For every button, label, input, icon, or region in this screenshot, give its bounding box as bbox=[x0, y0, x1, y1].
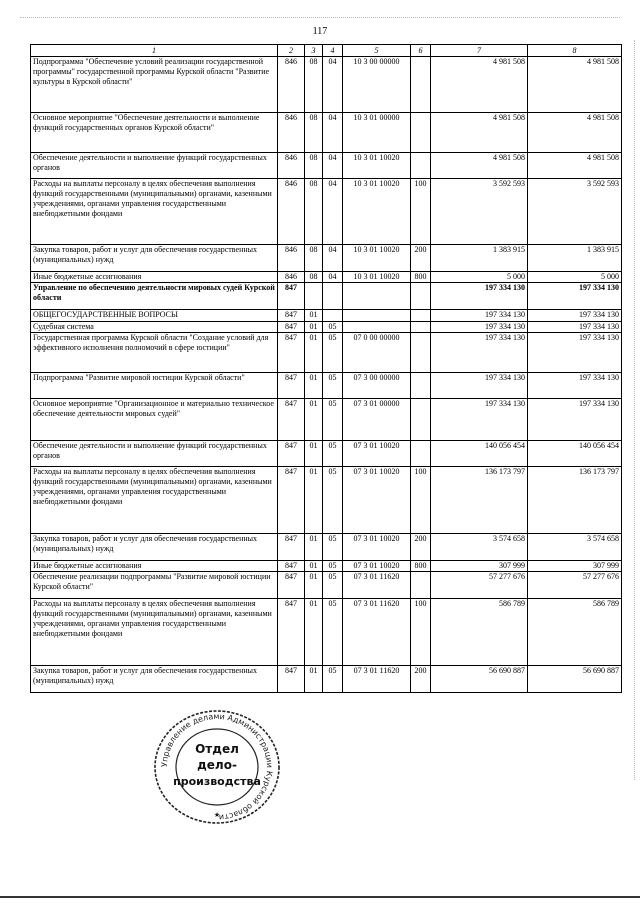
cell-target-article: 07 3 01 10020 bbox=[343, 441, 411, 467]
cell-name: ОБЩЕГОСУДАРСТВЕННЫЕ ВОПРОСЫ bbox=[31, 310, 278, 322]
col-header-year2: 8 bbox=[528, 45, 622, 57]
cell-amount-year1: 197 334 130 bbox=[431, 283, 528, 310]
cell-target-article: 07 0 00 00000 bbox=[343, 333, 411, 373]
cell-name: Закупка товаров, работ и услуг для обеспечения государственных (муниципальных) нужд bbox=[31, 534, 278, 561]
cell-section: 01 bbox=[305, 572, 323, 599]
table-row bbox=[31, 561, 622, 572]
cell-org: 847 bbox=[278, 310, 305, 322]
scan-bottom-edge bbox=[0, 896, 640, 898]
cell-section: 01 bbox=[305, 310, 323, 322]
cell-org: 847 bbox=[278, 322, 305, 333]
cell-target-article: 10 3 01 10020 bbox=[343, 272, 411, 283]
cell-amount-year2: 136 173 797 bbox=[528, 467, 622, 534]
cell-expense-type: 100 bbox=[411, 179, 431, 245]
cell-amount-year2: 197 334 130 bbox=[528, 310, 622, 322]
stamp-line-2: дело- bbox=[197, 758, 237, 772]
cell-amount-year1: 3 574 658 bbox=[431, 534, 528, 561]
cell-org: 847 bbox=[278, 333, 305, 373]
cell-expense-type: 800 bbox=[411, 561, 431, 572]
cell-expense-type: 100 bbox=[411, 467, 431, 534]
cell-org: 847 bbox=[278, 572, 305, 599]
col-header-year1: 7 bbox=[431, 45, 528, 57]
cell-section: 08 bbox=[305, 113, 323, 153]
cell-target-article: 10 3 01 10020 bbox=[343, 179, 411, 245]
cell-target-article: 10 3 00 00000 bbox=[343, 57, 411, 113]
cell-amount-year1: 197 334 130 bbox=[431, 373, 528, 399]
cell-target-article: 07 3 01 10020 bbox=[343, 467, 411, 534]
cell-org: 847 bbox=[278, 467, 305, 534]
table-row bbox=[31, 333, 622, 373]
table-row bbox=[31, 179, 622, 245]
cell-subsection: 05 bbox=[323, 399, 343, 441]
cell-expense-type: 100 bbox=[411, 599, 431, 666]
cell-amount-year1: 4 981 508 bbox=[431, 113, 528, 153]
cell-org: 847 bbox=[278, 666, 305, 693]
table-row bbox=[31, 399, 622, 441]
cell-target-article: 07 3 01 10020 bbox=[343, 561, 411, 572]
cell-org: 847 bbox=[278, 561, 305, 572]
cell-subsection: 04 bbox=[323, 57, 343, 113]
cell-amount-year2: 307 999 bbox=[528, 561, 622, 572]
cell-target-article bbox=[343, 283, 411, 310]
cell-org: 847 bbox=[278, 441, 305, 467]
cell-amount-year1: 56 690 887 bbox=[431, 666, 528, 693]
cell-expense-type bbox=[411, 441, 431, 467]
cell-name: Закупка товаров, работ и услуг для обеспечения государственных (муниципальных) нужд bbox=[31, 666, 278, 693]
cell-name: Обеспечение реализации подпрограммы "Развитие мировой юстиции Курской области" bbox=[31, 572, 278, 599]
cell-org: 847 bbox=[278, 534, 305, 561]
cell-subsection: 05 bbox=[323, 322, 343, 333]
cell-expense-type bbox=[411, 322, 431, 333]
cell-amount-year1: 197 334 130 bbox=[431, 399, 528, 441]
cell-subsection: 05 bbox=[323, 666, 343, 693]
cell-name: Расходы на выплаты персоналу в целях обеспечения выполнения функций государственными (муниципальными) органами, казенными учреждениями, органами управления государственными внебюджетными фондами bbox=[31, 179, 278, 245]
cell-amount-year2: 3 574 658 bbox=[528, 534, 622, 561]
cell-target-article: 07 3 01 11620 bbox=[343, 599, 411, 666]
cell-expense-type bbox=[411, 373, 431, 399]
stamp-star-icon: ★ bbox=[213, 811, 221, 819]
cell-org: 847 bbox=[278, 283, 305, 310]
cell-expense-type: 200 bbox=[411, 666, 431, 693]
col-header-target-article: 5 bbox=[343, 45, 411, 57]
cell-name: Государственная программа Курской области "Создание условий для эффективного исполнения полномочий в сфере юстиции" bbox=[31, 333, 278, 373]
cell-name: Основное мероприятие "Организационное и материально техническое обеспечение деятельности мировых судей" bbox=[31, 399, 278, 441]
cell-subsection bbox=[323, 310, 343, 322]
cell-name: Расходы на выплаты персоналу в целях обеспечения выполнения функций государственными (муниципальными) органами, казенными учреждениями, органами управления государственными внебюджетными фондами bbox=[31, 467, 278, 534]
cell-org: 846 bbox=[278, 179, 305, 245]
cell-subsection: 04 bbox=[323, 179, 343, 245]
cell-amount-year1: 136 173 797 bbox=[431, 467, 528, 534]
cell-subsection: 05 bbox=[323, 333, 343, 373]
cell-section: 08 bbox=[305, 272, 323, 283]
cell-section bbox=[305, 283, 323, 310]
scan-artifact-top bbox=[20, 17, 620, 19]
table-row bbox=[31, 113, 622, 153]
cell-amount-year1: 4 981 508 bbox=[431, 57, 528, 113]
cell-name: Подпрограмма "Обеспечение условий реализации государственной программы" государственной программы Курской области "Развитие культуры в Курской области" bbox=[31, 57, 278, 113]
cell-org: 846 bbox=[278, 153, 305, 179]
cell-name: Управление по обеспечению деятельности мировых судей Курской области bbox=[31, 283, 278, 310]
cell-section: 01 bbox=[305, 561, 323, 572]
col-header-section: 3 bbox=[305, 45, 323, 57]
cell-subsection: 04 bbox=[323, 245, 343, 272]
cell-section: 08 bbox=[305, 245, 323, 272]
budget-table bbox=[30, 44, 622, 693]
cell-expense-type bbox=[411, 153, 431, 179]
cell-amount-year2: 3 592 593 bbox=[528, 179, 622, 245]
cell-subsection: 05 bbox=[323, 572, 343, 599]
cell-amount-year1: 307 999 bbox=[431, 561, 528, 572]
cell-name: Иные бюджетные ассигнования bbox=[31, 272, 278, 283]
table-row bbox=[31, 245, 622, 272]
table-body bbox=[31, 57, 622, 693]
cell-amount-year2: 197 334 130 bbox=[528, 322, 622, 333]
cell-name: Основное мероприятие "Обеспечение деятельности и выполнение функций государственных органов Курской области" bbox=[31, 113, 278, 153]
cell-section: 01 bbox=[305, 666, 323, 693]
cell-subsection: 05 bbox=[323, 534, 343, 561]
cell-name: Закупка товаров, работ и услуг для обеспечения государственных (муниципальных) нужд bbox=[31, 245, 278, 272]
table-row bbox=[31, 322, 622, 333]
cell-org: 846 bbox=[278, 245, 305, 272]
cell-org: 846 bbox=[278, 272, 305, 283]
cell-amount-year1: 1 383 915 bbox=[431, 245, 528, 272]
cell-expense-type bbox=[411, 310, 431, 322]
cell-amount-year2: 57 277 676 bbox=[528, 572, 622, 599]
cell-amount-year1: 197 334 130 bbox=[431, 322, 528, 333]
cell-target-article: 10 3 01 10020 bbox=[343, 245, 411, 272]
cell-expense-type: 200 bbox=[411, 245, 431, 272]
cell-amount-year1: 5 000 bbox=[431, 272, 528, 283]
cell-target-article: 07 3 01 00000 bbox=[343, 399, 411, 441]
cell-amount-year1: 57 277 676 bbox=[431, 572, 528, 599]
cell-expense-type bbox=[411, 572, 431, 599]
cell-section: 08 bbox=[305, 153, 323, 179]
col-header-name: 1 bbox=[31, 45, 278, 57]
cell-amount-year2: 1 383 915 bbox=[528, 245, 622, 272]
stamp-line-1: Отдел bbox=[195, 742, 239, 756]
stamp-line-3: производства bbox=[173, 775, 261, 788]
cell-section: 01 bbox=[305, 373, 323, 399]
cell-name: Судебная система bbox=[31, 322, 278, 333]
cell-org: 847 bbox=[278, 373, 305, 399]
table-row bbox=[31, 310, 622, 322]
table-row bbox=[31, 57, 622, 113]
cell-amount-year1: 586 789 bbox=[431, 599, 528, 666]
cell-amount-year2: 586 789 bbox=[528, 599, 622, 666]
cell-name: Подпрограмма "Развитие мировой юстиции Курской области" bbox=[31, 373, 278, 399]
cell-expense-type bbox=[411, 57, 431, 113]
cell-expense-type bbox=[411, 333, 431, 373]
cell-target-article: 07 3 01 11620 bbox=[343, 572, 411, 599]
cell-section: 01 bbox=[305, 322, 323, 333]
cell-amount-year1: 197 334 130 bbox=[431, 333, 528, 373]
cell-section: 01 bbox=[305, 534, 323, 561]
stamp-ring-text: Управление делами Администрации Курской области bbox=[159, 711, 275, 823]
cell-amount-year2: 5 000 bbox=[528, 272, 622, 283]
cell-org: 847 bbox=[278, 399, 305, 441]
cell-subsection: 05 bbox=[323, 467, 343, 534]
office-stamp bbox=[151, 707, 283, 827]
col-header-subsection: 4 bbox=[323, 45, 343, 57]
cell-section: 08 bbox=[305, 57, 323, 113]
cell-name: Обеспечение деятельности и выполнение функций государственных органов bbox=[31, 153, 278, 179]
cell-section: 08 bbox=[305, 179, 323, 245]
cell-name: Иные бюджетные ассигнования bbox=[31, 561, 278, 572]
table-row bbox=[31, 441, 622, 467]
cell-target-article: 10 3 01 00000 bbox=[343, 113, 411, 153]
cell-section: 01 bbox=[305, 333, 323, 373]
cell-name: Расходы на выплаты персоналу в целях обеспечения выполнения функций государственными (муниципальными) органами, казенными учреждениями, органами управления государственными внебюджетными фондами bbox=[31, 599, 278, 666]
cell-org: 846 bbox=[278, 57, 305, 113]
cell-section: 01 bbox=[305, 399, 323, 441]
table-row bbox=[31, 572, 622, 599]
cell-amount-year1: 197 334 130 bbox=[431, 310, 528, 322]
cell-target-article bbox=[343, 310, 411, 322]
cell-subsection: 05 bbox=[323, 561, 343, 572]
cell-amount-year2: 4 981 508 bbox=[528, 153, 622, 179]
cell-subsection: 05 bbox=[323, 441, 343, 467]
cell-expense-type bbox=[411, 399, 431, 441]
cell-amount-year2: 197 334 130 bbox=[528, 373, 622, 399]
table-row bbox=[31, 373, 622, 399]
cell-name: Обеспечение деятельности и выполнение функций государственных органов bbox=[31, 441, 278, 467]
cell-target-article: 07 3 01 10020 bbox=[343, 534, 411, 561]
cell-subsection: 05 bbox=[323, 373, 343, 399]
table-row bbox=[31, 153, 622, 179]
cell-amount-year2: 197 334 130 bbox=[528, 333, 622, 373]
cell-amount-year2: 4 981 508 bbox=[528, 57, 622, 113]
cell-amount-year2: 140 056 454 bbox=[528, 441, 622, 467]
table-row bbox=[31, 534, 622, 561]
cell-target-article bbox=[343, 322, 411, 333]
scan-artifact-edge bbox=[634, 40, 636, 780]
cell-amount-year2: 197 334 130 bbox=[528, 283, 622, 310]
cell-section: 01 bbox=[305, 599, 323, 666]
table-row bbox=[31, 283, 622, 310]
cell-amount-year1: 4 981 508 bbox=[431, 153, 528, 179]
cell-target-article: 10 3 01 10020 bbox=[343, 153, 411, 179]
page-number: 117 bbox=[312, 26, 328, 37]
cell-amount-year1: 140 056 454 bbox=[431, 441, 528, 467]
table-row bbox=[31, 467, 622, 534]
cell-amount-year2: 56 690 887 bbox=[528, 666, 622, 693]
cell-target-article: 07 3 01 11620 bbox=[343, 666, 411, 693]
cell-subsection bbox=[323, 283, 343, 310]
cell-section: 01 bbox=[305, 467, 323, 534]
cell-subsection: 04 bbox=[323, 153, 343, 179]
col-header-org: 2 bbox=[278, 45, 305, 57]
table-header-row bbox=[31, 45, 622, 57]
cell-expense-type bbox=[411, 113, 431, 153]
table-row bbox=[31, 666, 622, 693]
table-row bbox=[31, 272, 622, 283]
cell-expense-type bbox=[411, 283, 431, 310]
cell-target-article: 07 3 00 00000 bbox=[343, 373, 411, 399]
cell-expense-type: 200 bbox=[411, 534, 431, 561]
cell-amount-year2: 4 981 508 bbox=[528, 113, 622, 153]
cell-subsection: 04 bbox=[323, 272, 343, 283]
cell-subsection: 04 bbox=[323, 113, 343, 153]
cell-expense-type: 800 bbox=[411, 272, 431, 283]
cell-org: 846 bbox=[278, 113, 305, 153]
cell-subsection: 05 bbox=[323, 599, 343, 666]
col-header-expense-type: 6 bbox=[411, 45, 431, 57]
cell-amount-year1: 3 592 593 bbox=[431, 179, 528, 245]
cell-section: 01 bbox=[305, 441, 323, 467]
cell-org: 847 bbox=[278, 599, 305, 666]
cell-amount-year2: 197 334 130 bbox=[528, 399, 622, 441]
table-row bbox=[31, 599, 622, 666]
